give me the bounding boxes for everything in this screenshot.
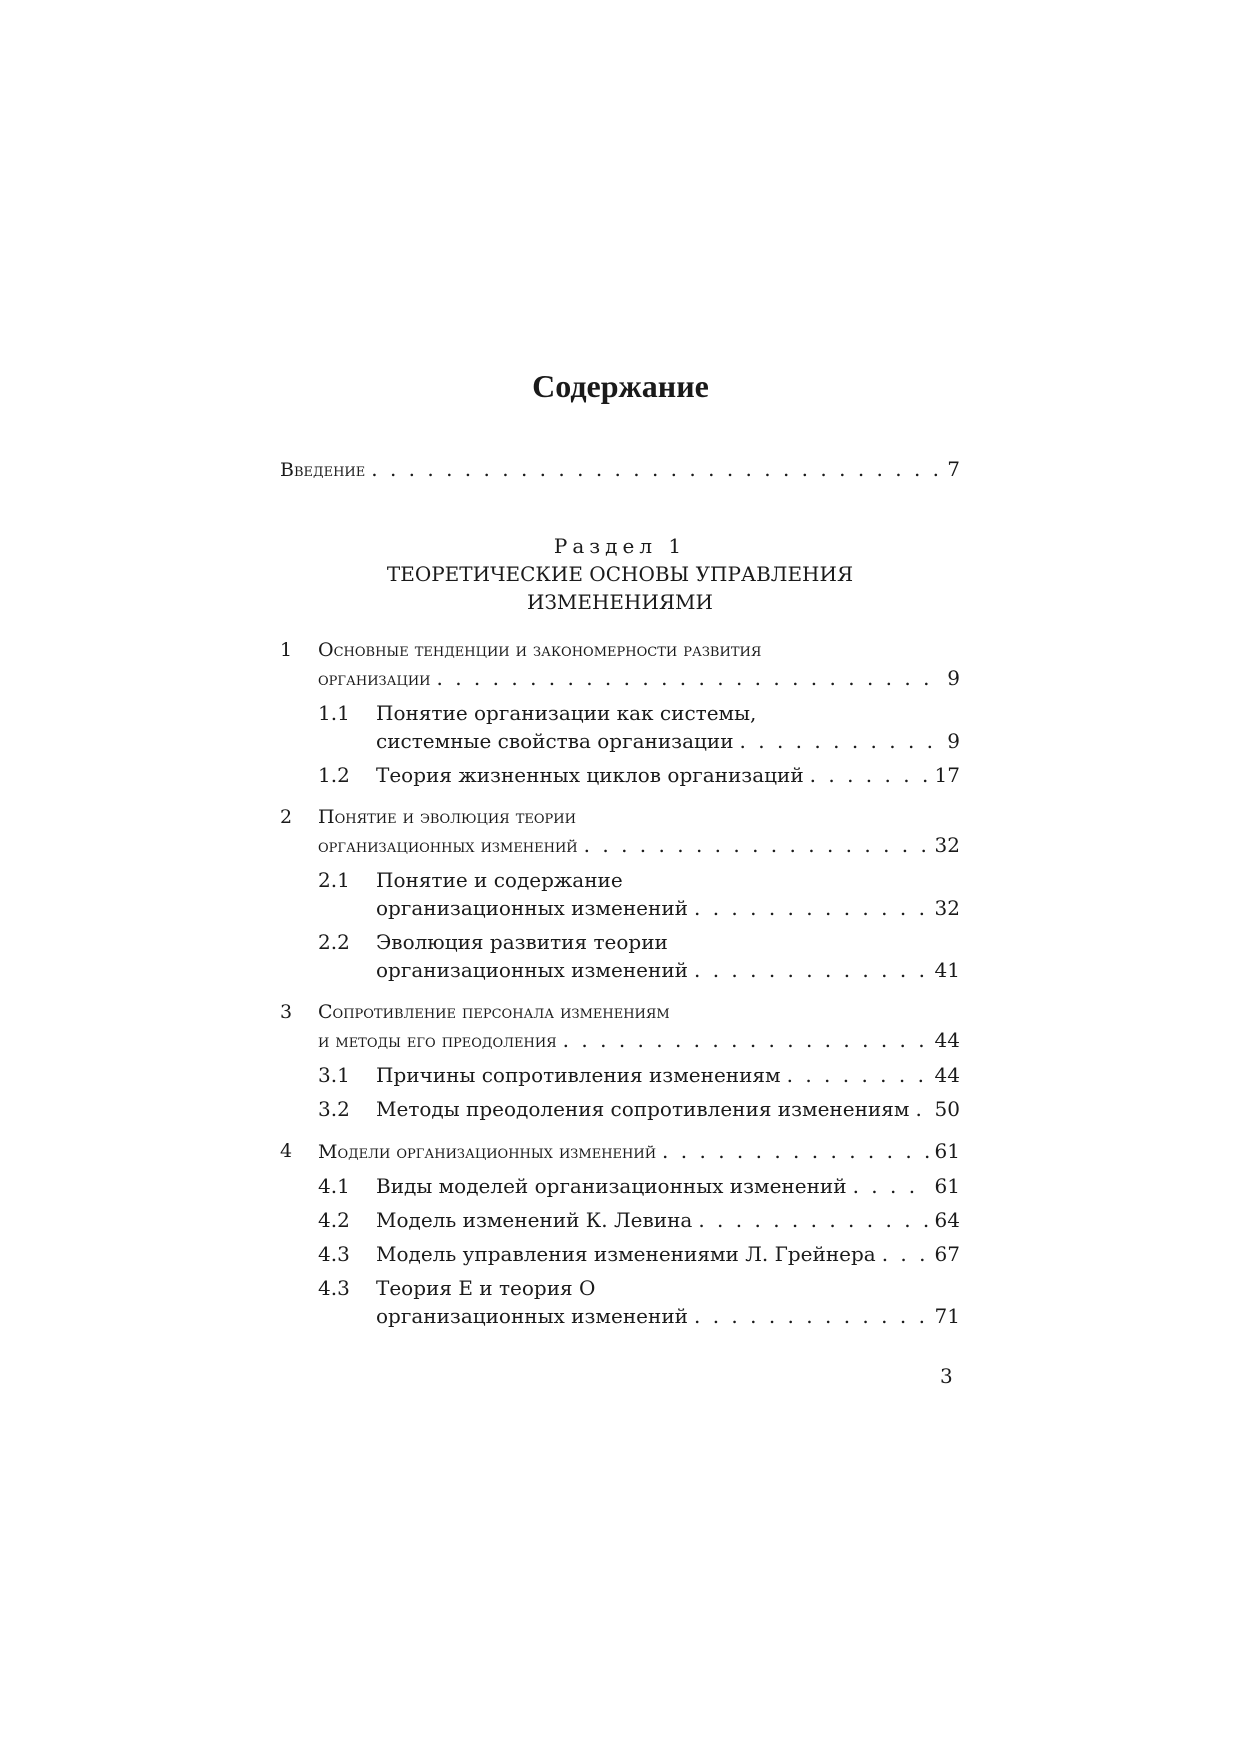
subsection-page: 17 <box>934 763 960 787</box>
dot-leader <box>694 956 929 984</box>
chapter-title-line2: организационных изменений <box>318 835 578 857</box>
dot-leader <box>853 1172 929 1200</box>
subsection-number: 3.2 <box>318 1097 350 1121</box>
chapter-page: 44 <box>934 1028 960 1052</box>
chapter-number: 1 <box>280 639 293 661</box>
subsection-title-line2: Причины сопротивления изменениям <box>376 1063 781 1087</box>
dot-leader <box>371 455 941 483</box>
section-title-line2: ИЗМЕНЕНИЯМИ <box>527 590 713 614</box>
subsection-title-line2: Виды моделей организационных изменений <box>376 1174 847 1198</box>
dot-leader <box>915 1095 928 1123</box>
subsection-page: 71 <box>934 1304 960 1328</box>
subsection-number: 4.2 <box>318 1208 350 1232</box>
toc-subsection[interactable] <box>280 761 960 789</box>
subsection-number: 2.1 <box>318 868 350 892</box>
dot-leader <box>698 1206 928 1234</box>
subsection-number: 4.1 <box>318 1174 350 1198</box>
chapter-page: 61 <box>934 1139 960 1163</box>
subsection-title-line2: организационных изменений <box>376 896 688 920</box>
chapter-title-line1: Сопротивление персонала изменениям <box>318 1001 670 1023</box>
subsection-page: 32 <box>934 896 960 920</box>
toc-subsection[interactable] <box>280 1206 960 1234</box>
subsection-page: 50 <box>934 1097 960 1121</box>
subsection-number: 1.2 <box>318 763 350 787</box>
toc-chapter[interactable] <box>280 998 960 1055</box>
chapter-number: 2 <box>280 806 293 828</box>
chapter-title-line2: организации <box>318 668 431 690</box>
subsection-page: 61 <box>934 1174 960 1198</box>
toc-subsection[interactable] <box>280 1095 960 1123</box>
subsection-number: 4.3 <box>318 1276 350 1300</box>
toc-subsection[interactable] <box>280 866 960 922</box>
chapter-list <box>280 636 960 1330</box>
subsection-page: 9 <box>947 729 960 753</box>
subsection-page: 44 <box>934 1063 960 1087</box>
subsection-number: 4.3 <box>318 1242 350 1266</box>
chapter-title-line2: Модели организационных изменений <box>318 1141 657 1163</box>
subsection-title-line2: организационных изменений <box>376 958 688 982</box>
toc-chapter[interactable] <box>280 803 960 860</box>
chapter-number: 3 <box>280 1001 293 1023</box>
section-title-line1: ТЕОРЕТИЧЕСКИЕ ОСНОВЫ УПРАВЛЕНИЯ <box>386 562 854 586</box>
toc-chapter[interactable] <box>280 636 960 693</box>
dot-leader <box>694 1302 929 1330</box>
subsection-title-line2: Модель изменений К. Левина <box>376 1208 693 1232</box>
dot-leader <box>787 1061 929 1089</box>
toc-subsection[interactable] <box>280 928 960 984</box>
subsection-title-line1: Теория Е и теория О <box>376 1276 596 1300</box>
toc-subsection[interactable] <box>280 699 960 755</box>
toc-intro-page: 7 <box>947 457 960 481</box>
subsection-title-line1: Понятие организации как системы, <box>376 701 757 725</box>
dot-leader <box>563 1026 929 1054</box>
dot-leader <box>882 1240 929 1268</box>
toc-subsection[interactable] <box>280 1274 960 1330</box>
chapter-title-line2: и методы его преодоления <box>318 1030 557 1052</box>
subsection-number: 3.1 <box>318 1063 350 1087</box>
dot-leader <box>694 894 929 922</box>
chapter-number: 4 <box>280 1140 293 1162</box>
table-of-contents <box>280 455 960 1330</box>
chapter-page: 32 <box>934 833 960 857</box>
subsection-page: 64 <box>934 1208 960 1232</box>
subsection-title-line1: Понятие и содержание <box>376 868 623 892</box>
subsection-number: 2.2 <box>318 930 350 954</box>
chapter-page: 9 <box>947 666 960 690</box>
subsection-title-line2: организационных изменений <box>376 1304 688 1328</box>
dot-leader <box>437 664 942 692</box>
subsection-number: 1.1 <box>318 701 350 725</box>
subsection-page: 67 <box>934 1242 960 1266</box>
toc-intro[interactable] <box>280 455 960 484</box>
subsection-title-line1: Эволюция развития теории <box>376 930 668 954</box>
chapter-title-line1: Понятие и эволюция теории <box>318 806 576 828</box>
toc-subsection[interactable] <box>280 1172 960 1200</box>
toc-subsection[interactable] <box>280 1061 960 1089</box>
toc-intro-label: Введение <box>280 459 366 481</box>
toc-subsection[interactable] <box>280 1240 960 1268</box>
subsection-title-line2: Методы преодоления сопротивления изменениям <box>376 1097 910 1121</box>
section-heading <box>280 532 960 616</box>
toc-chapter[interactable] <box>280 1137 960 1166</box>
section-label: Раздел 1 <box>553 534 687 558</box>
dot-leader <box>810 761 929 789</box>
dot-leader <box>662 1137 929 1165</box>
page-title: Содержание <box>532 368 709 404</box>
dot-leader <box>740 727 942 755</box>
subsection-title-line2: системные свойства организации <box>376 729 734 753</box>
subsection-page: 41 <box>934 958 960 982</box>
page-number: 3 <box>940 1364 953 1388</box>
dot-leader <box>584 831 929 859</box>
subsection-title-line2: Модель управления изменениями Л. Грейнера <box>376 1242 876 1266</box>
subsection-title-line2: Теория жизненных циклов организаций <box>376 763 804 787</box>
chapter-title-line1: Основные тенденции и закономерности развития <box>318 639 762 661</box>
